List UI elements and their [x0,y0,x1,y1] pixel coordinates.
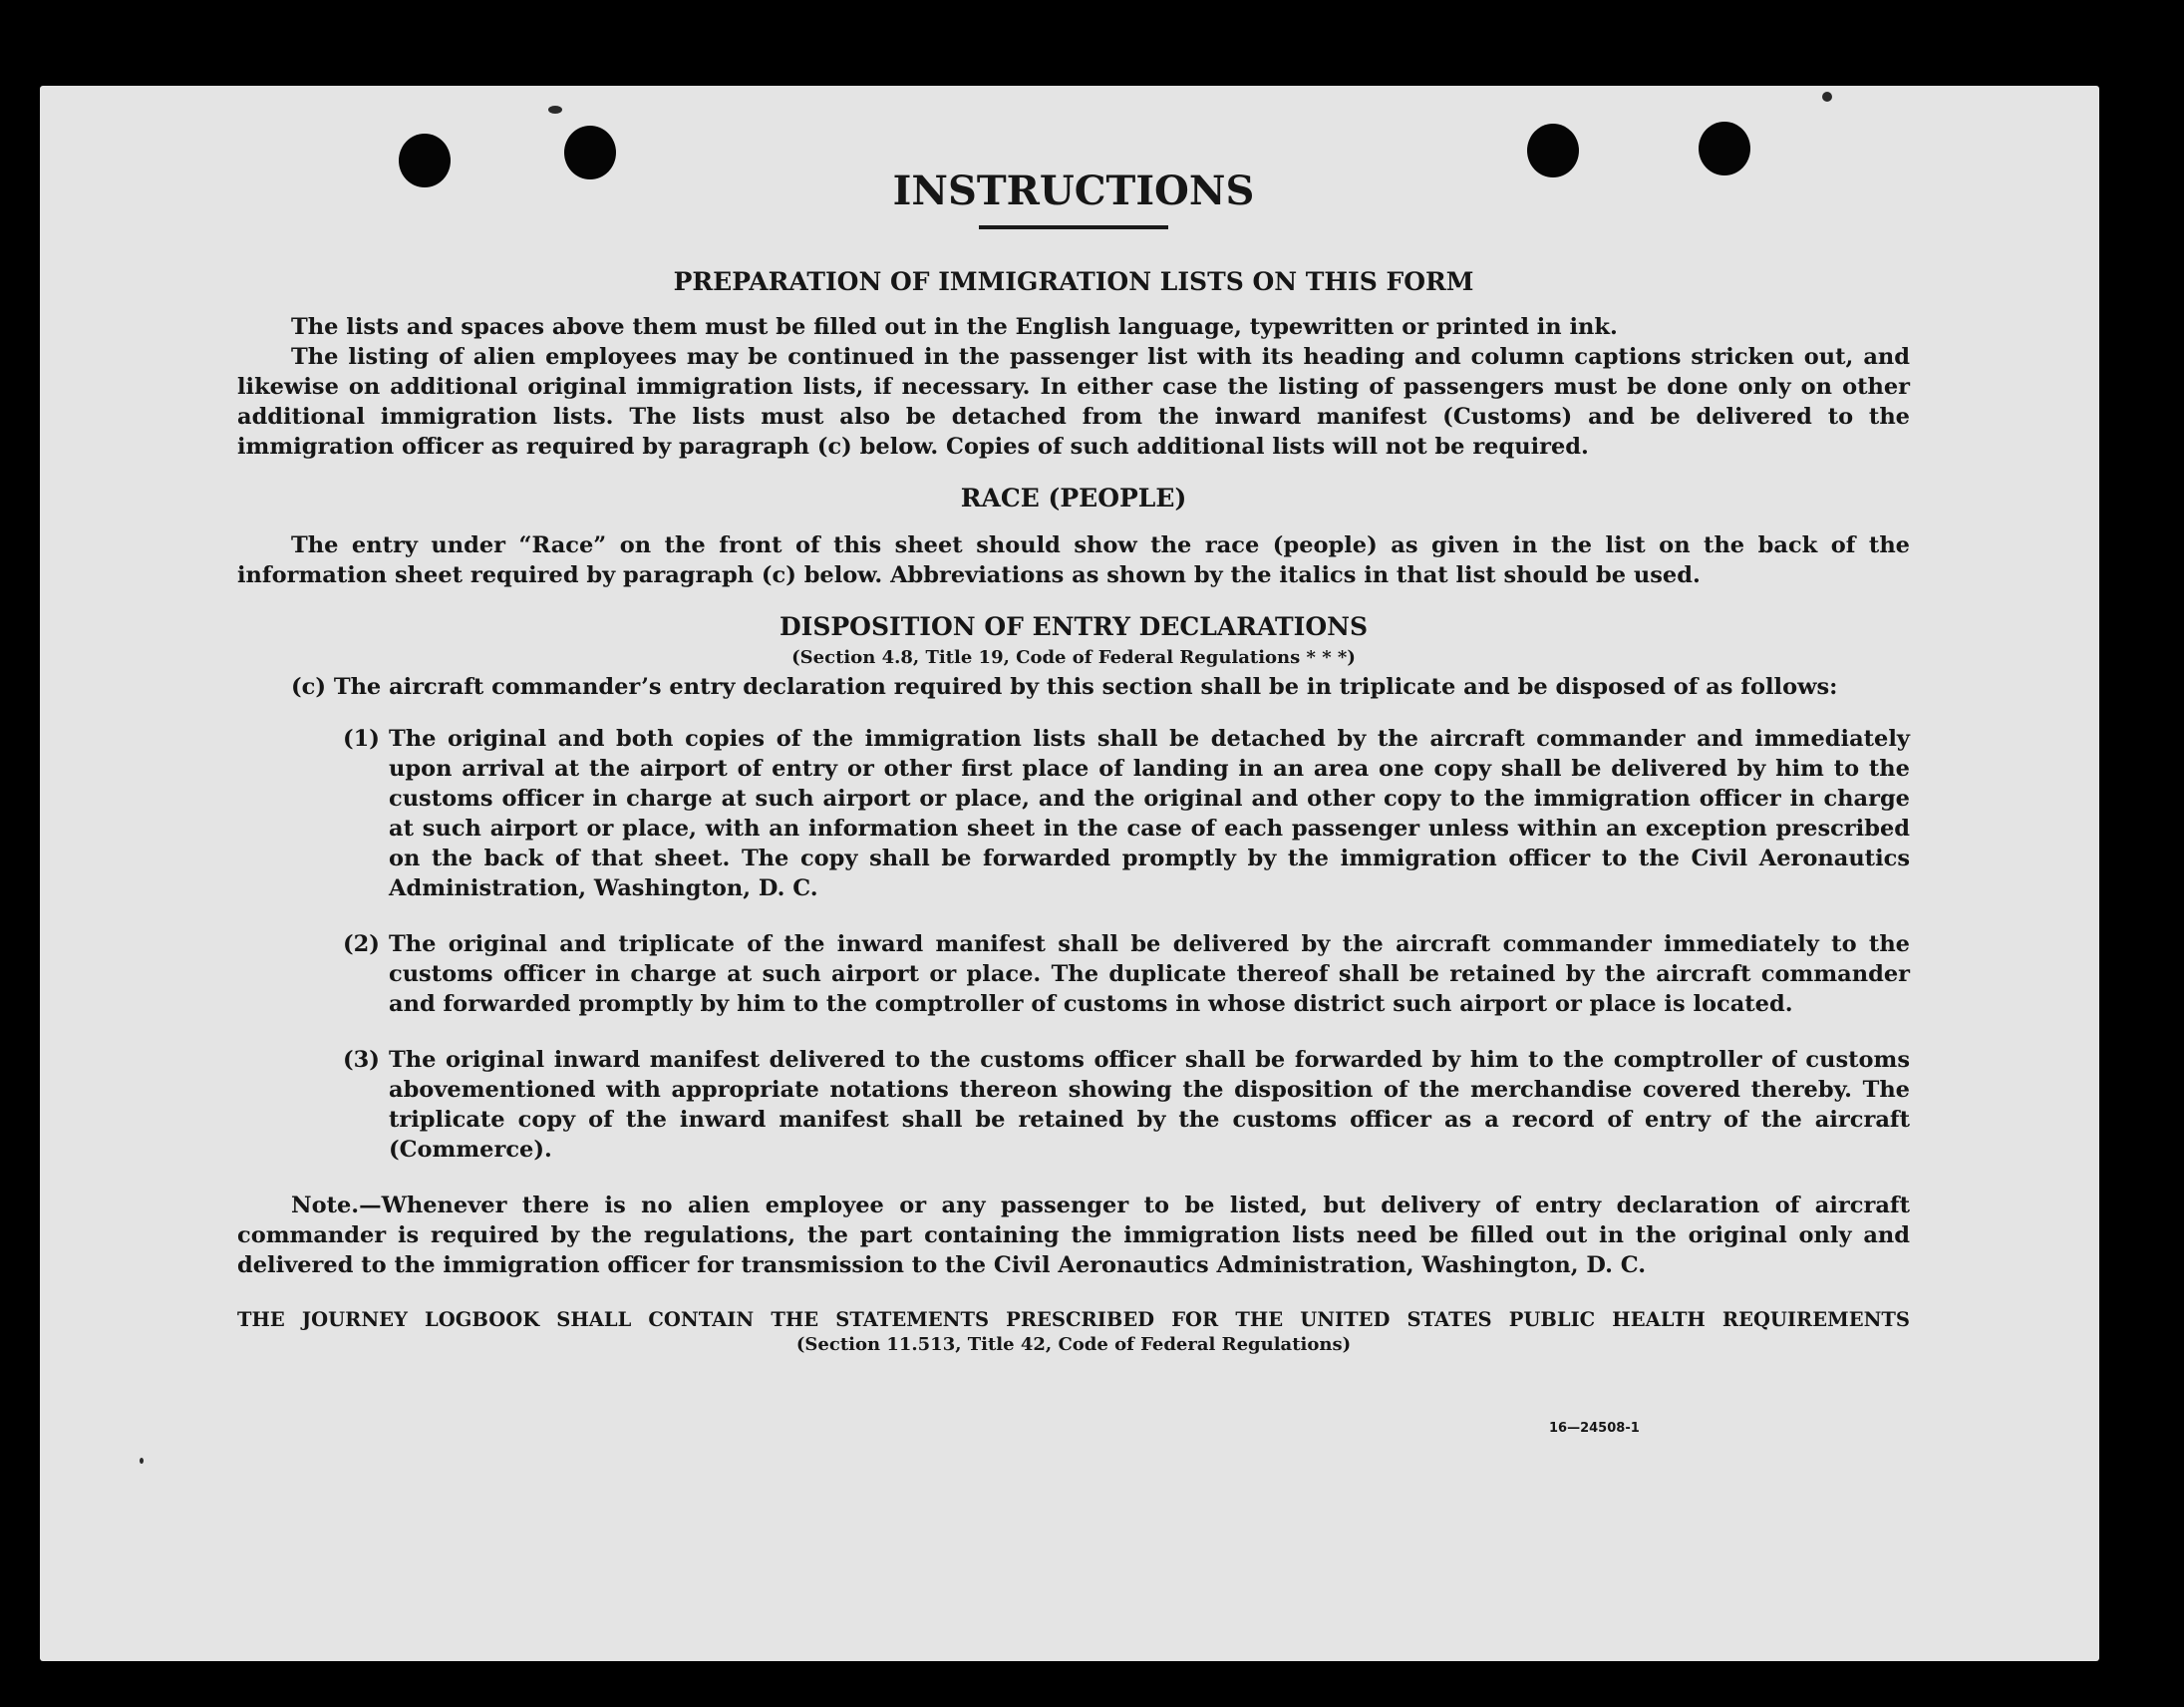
document-page [40,86,2099,1661]
list-item-text: The original inward manifest delivered to the customs officer shall be forwarded by him to the comptroller of customs abovementioned with appropriate notations thereon showing the disposition of the merchandise covered thereby. The triplicate copy of the inward manifest shall be retained by the customs officer as a record of entry of the aircraft (Commerce). [389,1047,1910,1163]
section-citation: (Section 4.8, Title 19, Code of Federal Regulations * * *) [791,647,1356,668]
section-heading-preparation: PREPARATION OF IMMIGRATION LISTS ON THIS FORM [673,267,1474,296]
list-item-1 [237,724,1910,903]
list-item-text: The original and triplicate of the inward manifest shall be delivered by the aircraft commander immediately to the customs officer in charge at such airport or place. The duplicate thereof shall be retained by the aircraft commander and forwarded promptly by him to the comptroller of customs in whose district such airport or place is located. [389,931,1910,1017]
list-item-text: The original and both copies of the immigration lists shall be detached by the aircraft commander and immediately upon arrival at the airport of entry or other first place of landing in an area one copy shall be delivered by him to the customs officer in charge at such airport or place, and the original and other copy to the immigration officer in charge at such airport or place, with an information sheet in the case of each passenger unless within an exception prescribed on the back of that sheet. The copy shall be forwarded promptly by the immigration officer to the Civil Aeronautics Administration, Washington, D. C. [389,726,1910,901]
paragraph-note: Note.—Whenever there is no alien employee or any passenger to be listed, but delivery of entry declaration of aircraft commander is required by the regulations, the part containing the immigration lists need be filled out in the original only and delivered to the immigration officer for transmission to the Civil Aeronautics Administration, Washington, D. C. [237,1193,1910,1278]
document-title: INSTRUCTIONS [892,168,1255,214]
section-heading-disposition: DISPOSITION OF ENTRY DECLARATIONS [779,612,1369,641]
list-item-number: (1) [343,726,380,752]
paragraph-c-intro: (c) The aircraft commander’s entry declaration required by this section shall be in triplicate and be disposed of as follows: [291,674,1838,700]
paragraph-lists-language: The lists and spaces above them must be filled out in the English language, typewritten or printed in ink. [291,314,1618,340]
section-heading-race: RACE (PEOPLE) [960,484,1187,512]
list-item-number: (2) [343,931,380,957]
list-item-3 [237,1045,1910,1165]
list-item-2 [237,929,1910,1019]
speck [1822,92,1832,102]
instructions-content [237,168,1910,1355]
footer-statement: THE JOURNEY LOGBOOK SHALL CONTAIN THE STATEMENTS PRESCRIBED FOR THE UNITED STATES PUBLIC HEALTH REQUIREMENTS [237,1308,1910,1331]
paragraph-alien-employees: The listing of alien employees may be continued in the passenger list with its heading and column captions stricken out, and likewise on additional original immigration lists, if necessary. In either case the listing of passengers must be done only on other additional immigration lists. The lists must also be detached from the inward manifest (Customs) and be delivered to the immigration officer as required by paragraph (c) below. Copies of such additional lists will not be required. [237,344,1910,460]
footer-citation: (Section 11.513, Title 42, Code of Federal Regulations) [795,1334,1352,1355]
speck [140,1458,144,1464]
form-number: 16—24508-1 [1549,1421,1640,1436]
speck [548,106,562,114]
paragraph-race-entry: The entry under “Race” on the front of this sheet should show the race (people) as given in the list on the back of the information sheet required by paragraph (c) below. Abbreviations as shown by the italics in that list should be used. [237,532,1910,588]
list-item-number: (3) [343,1047,380,1073]
